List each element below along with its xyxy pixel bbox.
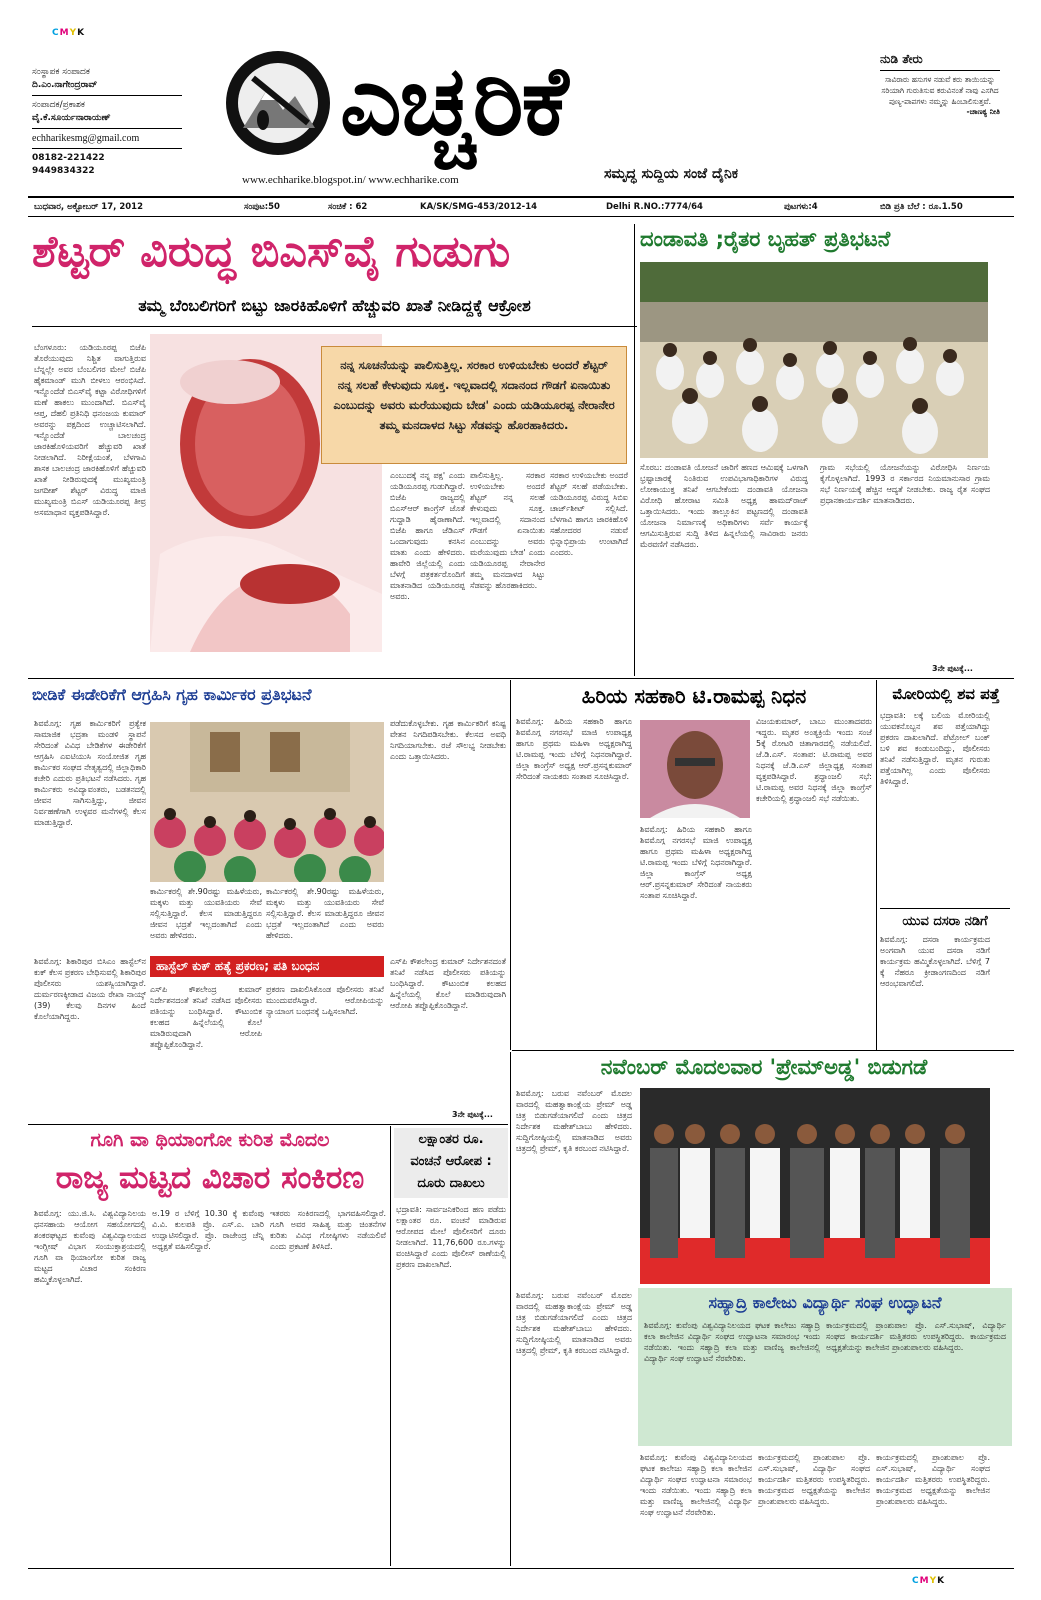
prem-body: ಶಿವಮೊಗ್ಗ: ಬರುವ ನವೆಂಬರ್ ಮೊದಲ ವಾರದಲ್ಲಿ ಮಹತ್ವಾಕಾಂಕ್ಷೆಯ ಪ್ರೇಮ್ ಅಡ್ಡ ಚಿತ್ರ ಬಿಡುಗಡೆಯಾಗಲಿದೆ ಎಂದು ಚಿತ್ರದ ನಿರ್ದೇಶಕ ಮಹೇಶ್‌ಬಾಬು ಹೇಳಿದರು. ಸುದ್ದಿಗೋಷ್ಠಿಯಲ್ಲಿ ಮಾತನಾಡಿದ ಅವರು ಚಿತ್ರದಲ್ಲಿ ಪ್ರೇಮ್, ಕೃತಿ ಕರಬಂದ ನಟಿಸಿದ್ದಾರೆ. bbox=[516, 1089, 632, 1153]
gugi-kicker: ಗೂಗಿ ವಾ ಥಿಯಾಂಗೋ ಕುರಿತ ಮೊದಲ bbox=[90, 1129, 330, 1151]
sahyadri-col-2: ಕಾರ್ಯಕ್ರಮದಲ್ಲಿ ಪ್ರಾಂಶುಪಾಲ ಪ್ರೊ. ಎಸ್.ಸುಭಾಷ್, ವಿದ್ಯಾರ್ಥಿ ಸಂಘದ ಕಾರ್ಯದರ್ಶಿ ಮತ್ತಿತರರು ಉಪಸ್ಥಿತರಿದ್ದರು. ಕಾರ್ಯಕ್ರಮದ ಅಧ್ಯಕ್ಷತೆಯನ್ನು ಕಾಲೇಜಿನ ಪ್ರಾಂಶುಪಾಲರು ವಹಿಸಿದ್ದರು. bbox=[826, 1321, 1006, 1352]
hostel-col-3: ಪ್ರಕರಣ ದಾಖಲಿಸಿಕೊಂಡ ಪೊಲೀಸರು ತನಿಖೆ ಮುಂದುವರೆಸಿದ್ದಾರೆ. ಆರೋಪಿಯನ್ನು ನ್ಯಾಯಾಂಗ ಬಂಧನಕ್ಕೆ ಒಪ್ಪಿಸಲಾಗಿದೆ. bbox=[266, 985, 384, 1016]
dandavati-continued: 3ನೇ ಪುಟಕ್ಕೆ... bbox=[932, 664, 973, 673]
masthead-credits bbox=[32, 66, 182, 178]
hostel-col-2: ಎಸ್‌ಪಿ ಕೌಶಲೇಂದ್ರ ಕುಮಾರ್ ನಿರ್ದೇಶನದಂತೆ ತನಿಖೆ ನಡೆಸಿದ ಪೊಲೀಸರು ಪತಿಯನ್ನು ಬಂಧಿಸಿದ್ದಾರೆ. ಕೌಟುಂಬಿಕ ಕಲಹದ ಹಿನ್ನೆಲೆಯಲ್ಲಿ ಕೊಲೆ ಮಾಡಿರುವುದಾಗಿ ಆರೋಪಿ ತಪ್ಪೊಪ್ಪಿಕೊಂಡಿದ್ದಾನೆ. bbox=[150, 985, 262, 1049]
gugi-col-2: ಅ.19 ರ ಬೆಳಿಗ್ಗೆ 10.30 ಕ್ಕೆ ಕುವೆಂಪು ವಿ.ವಿ. ಕುಲಪತಿ ಪ್ರೊ. ಎಸ್.ಎ. ಬಾರಿ ಉದ್ಘಾಟಿಸಲಿದ್ದಾರೆ. ಪ್ರೊ. ರಾಜೇಂದ್ರ ಚೆನ್ನಿ ಅಧ್ಯಕ್ಷತೆ ವಹಿಸಲಿದ್ದಾರೆ. bbox=[152, 1209, 264, 1251]
morey-rule bbox=[880, 908, 1010, 909]
quote-title: ನುಡಿ ತೇರು bbox=[880, 52, 923, 66]
vrule-1 bbox=[634, 224, 635, 676]
tagline: ಸಮೃದ್ಧ ಸುದ್ದಿಯ ಸಂಜೆ ದೈನಿಕ bbox=[604, 166, 739, 182]
date: ಬುಧವಾರ, ಅಕ್ಟೋಬರ್ 17, 2012 bbox=[34, 202, 143, 212]
registration: KA/SK/SMG-453/2012-14 bbox=[420, 202, 538, 212]
vrule-4 bbox=[390, 1126, 391, 1566]
lead-col-2: ಎಂಬುದಕ್ಕೆ ನನ್ನ ಪಕ್ಷ' ಎಂದು ಯಡಿಯೂರಪ್ಪ ಗುಡುಗಿದ್ದಾರೆ. ಬಿಜೆಪಿ ರಾಜ್ಯದಲ್ಲಿ ಬಿಎಸ್‌ಆರ್ ಕಾಂಗ್ರೆಸ್ ಜೊತೆ ಗುದ್ದಾಡಿ ಹೈರಾಣಾಗಿದೆ. ಬಿಜೆಪಿ ಹಾಗೂ ಜೆಡಿಎಸ್ ಒಂದಾಗುವುದು ಕನಸಿನ ಮಾತು ಎಂದು ಹೇಳಿದರು. ಹಾವೇರಿ ಜಿಲ್ಲೆಯಲ್ಲಿ ಎಂದು ಬೆಳಗ್ಗೆ ಪತ್ರಕರ್ತರೊಂದಿಗೆ ಮಾತನಾಡಿದ ಯಡಿಯೂರಪ್ಪ ಅವರು. bbox=[390, 471, 465, 601]
lakshantara-body: ಭದ್ರಾವತಿ: ಸಾರ್ವಜನಿಕರಿಂದ ಹಣ ಪಡೆದು ಲಕ್ಷಾಂತರ ರೂ. ವಂಚನೆ ಮಾಡಿರುವ ಆರೋಪದ ಮೇಲೆ ಪೊಲೀಸರಿಗೆ ದೂರು ನೀಡಲಾಗಿದೆ. 11,76,600 ರೂ.ಗಳನ್ನು ವಂಚಿಸಿದ್ದಾರೆ ಎಂದು ಪೊಲೀಸ್ ಠಾಣೆಯಲ್ಲಿ ಪ್ರಕರಣ ದಾಖಲಾಗಿದೆ. bbox=[396, 1205, 506, 1269]
prem-body-2: ಶಿವಮೊಗ್ಗ: ಬರುವ ನವೆಂಬರ್ ಮೊದಲ ವಾರದಲ್ಲಿ ಮಹತ್ವಾಕಾಂಕ್ಷೆಯ ಪ್ರೇಮ್ ಅಡ್ಡ ಚಿತ್ರ ಬಿಡುಗಡೆಯಾಗಲಿದೆ ಎಂದು ಚಿತ್ರದ ನಿರ್ದೇಶಕ ಮಹೇಶ್‌ಬಾಬು ಹೇಳಿದರು. ಸುದ್ದಿಗೋಷ್ಠಿಯಲ್ಲಿ ಮಾತನಾಡಿದ ಅವರು ಚಿತ್ರದಲ್ಲಿ ಪ್ರೇಮ್, ಕೃತಿ ಕರಬಂದ ನಟಿಸಿದ್ದಾರೆ. bbox=[516, 1291, 632, 1355]
beedi-headline: ಬೀಡಿಕೆ ಈಡೇರಿಕೆಗೆ ಆಗ್ರಹಿಸಿ ಗೃಹ ಕಾರ್ಮಿಕರ ಪ್ರತಿಭಟನೆ bbox=[32, 685, 312, 704]
beedi-col-2b: ಕಾರ್ಮಿಕರಲ್ಲಿ ಶೇ.90ರಷ್ಟು ಮಹಿಳೆಯರು, ಮಕ್ಕಳು ಮತ್ತು ಯುವತಿಯರು ಸೇವೆ ಸಲ್ಲಿಸುತ್ತಿದ್ದಾರೆ. ಕೆಲಸ ಮಾಡುತ್ತಿದ್ದರೂ ಜೀವನ ಭದ್ರತೆ ಇಲ್ಲದಂತಾಗಿದೆ ಎಂದು ಅವರು ಹೇಳಿದರು. bbox=[266, 887, 384, 940]
dandavati-headline: ದಂಡಾವತಿ ;ರೈತರ ಬೃಹತ್ ಪ್ರತಿಭಟನೆ bbox=[640, 227, 891, 251]
ramappa-col-3: ವಿಜಯಕುಮಾರ್, ಬಾಬು ಮುಂತಾದವರು ಇದ್ದರು. ಮೃತರ ಅಂತ್ಯಕ್ರಿಯೆ ಇಂದು ಸಂಜೆ 5ಕ್ಕೆ ರೋಟರಿ ಚಿತಾಗಾರದಲ್ಲಿ ನಡೆಯಲಿದೆ. ಜೆ.ಡಿ.ಎಸ್. ಸಂತಾಪ: ಟಿ.ರಾಮಪ್ಪ ಅವರ ನಿಧನಕ್ಕೆ ಜೆ.ಡಿ.ಎಸ್ ಜಿಲ್ಲಾಧ್ಯಕ್ಷ ಸಂತಾಪ ವ್ಯಕ್ತಪಡಿಸಿದ್ದಾರೆ. ಶ್ರದ್ಧಾಂಜಲಿ ಸಭೆ: ಟಿ.ರಾಮಪ್ಪ ಅವರ ನಿಧನಕ್ಕೆ ಜಿಲ್ಲಾ ಕಾಂಗ್ರೆಸ್ ಕಚೇರಿಯಲ್ಲಿ ಶ್ರದ್ಧಾಂಜಲಿ ಸಭೆ ನಡೆಯಿತು. bbox=[756, 717, 872, 803]
email: echharikesmg@gmail.com bbox=[32, 133, 140, 144]
lead-col-1: ಬೆಂಗಳೂರು: ಯಡಿಯೂರಪ್ಪ ಬಿಜೆಪಿ ತೊರೆಯುವುದು ನಿಶ್ಚಿತ ವಾಗುತ್ತಿರುವ ಬೆನ್ನಲ್ಲೇ ಅವರ ಬೆಂಬಲಿಗರ ಮೇಲೆ ಬಿಜೆಪಿ ಹೈಕಮಾಂಡ್ ಮುಗಿ ಬೀಳಲು ಆರಂಭಿಸಿದೆ. ಇನ್ನೊಂದೆಡೆ ಬಿಎಸ್‌ವೈ ಕಟ್ಟಾ ವಿರೋಧಿಗಳಿಗೆ ಮಣೆ ಹಾಕಲು ಮುಂದಾಗಿದೆ. ಬಿಎಸ್‌ವೈ ಆಪ್ತ, ದೆಹಲಿ ಪ್ರತಿನಿಧಿ ಧನಂಜಯ ಕುಮಾರ್ ಅವರನ್ನು ಪಕ್ಷದಿಂದ ಉಚ್ಚಾಟಿಸಲಾಗಿದೆ. ಇನ್ನೊಂದೆಡೆ ಬಾಲಚಂದ್ರ ಜಾರಕಿಹೊಳಿಯವರಿಗೆ ಹೆಚ್ಚುವರಿ ಖಾತೆ ನೀಡಲಾಗಿದೆ. ನಿರೀಕ್ಷೆಯಂತೆ, ಬೆಳಗಾವಿ ಶಾಸಕ ಬಾಲಚಂದ್ರ ಜಾರಕಿಹೊಳಿಗೆ ಹೆಚ್ಚುವರಿ ಖಾತೆ ನೀಡಿರುವುದಕ್ಕೆ ಮುಖ್ಯಮಂತ್ರಿ ಜಗದೀಶ್ ಶೆಟ್ಟರ್ ವಿರುದ್ಧ ಮಾಜಿ ಮುಖ್ಯಮಂತ್ರಿ ಬಿಎಸ್ ಯಡಿಯೂರಪ್ಪ ತೀವ್ರ ಅಸಮಾಧಾನ ವ್ಯಕ್ತಪಡಿಸಿದ್ದಾರೆ. bbox=[34, 343, 146, 517]
hrule-3 bbox=[28, 1124, 508, 1125]
website: www.echharike.blogspot.in/ www.echharike.com bbox=[242, 174, 459, 186]
vrule-3 bbox=[876, 680, 877, 1050]
ramappa-col-2: ಶಿವಮೊಗ್ಗ: ಹಿರಿಯ ಸಹಕಾರಿ ಹಾಗೂ ಶಿವಮೊಗ್ಗ ನಗರಸಭೆ ಮಾಜಿ ಉಪಾಧ್ಯಕ್ಷ ಹಾಗೂ ಪ್ರಥಮ ಮಹಿಳಾ ಅಧ್ಯಕ್ಷರಾಗಿದ್ದ ಟಿ.ರಾಮಪ್ಪ ಇಂದು ಬೆಳಿಗ್ಗೆ ನಿಧನರಾಗಿದ್ದಾರೆ. ಜಿಲ್ಲಾ ಕಾಂಗ್ರೆಸ್ ಅಧ್ಯಕ್ಷ ಆರ್.ಪ್ರಸನ್ನಕುಮಾರ್ ಸೇರಿದಂತೆ ನಾಯಕರು ಸಂತಾಪ ಸೂಚಿಸಿದ್ದಾರೆ. bbox=[640, 825, 752, 900]
dandavati-col-1: ಸೊರಬ: ದಂಡಾವತಿ ಯೋಜನೆ ಜಾರಿಗೆ ಹಣದ ಆಮಿಷಕ್ಕೆ ಒಳಗಾಗಿ ಭ್ರಷ್ಟಾಚಾರಕ್ಕೆ ನಿಂತಿರುವ ಉಪವಿಭಾಗಾಧಿಕಾರಿಗಳ ವಿರುದ್ಧ ಲೋಕಾಯುಕ್ತ ತನಿಖೆ ಆಗಬೇಕೆಂದು ದಂಡಾವತಿ ಯೋಜನಾ ವಿರೋಧಿ ಹೋರಾಟ ಸಮಿತಿ ಅಧ್ಯಕ್ಷ ಹಾಮದ್‌ರಾಜ್ ಒತ್ತಾಯಿಸಿದರು. ಇಂದು ತಾಲ್ಲೂಕಿನ ಪಟ್ಟಣದಲ್ಲಿ ದಂಡಾವತಿ ಯೋಜನಾ ನಿರ್ಮಾಣಕ್ಕೆ ಅಧಿಕಾರಿಗಳು ಸರ್ವೆ ಕಾರ್ಯಕ್ಕೆ ಆಗಮಿಸುತ್ತಿರುವ ಸುದ್ದಿ ತಿಳಿದ ಹಿನ್ನಲೆಯಲ್ಲಿ ಸಾವಿರಾರು ಜನರು ಮೆರವಣಿಗೆ ನಡೆಸಿದರು. bbox=[640, 463, 808, 549]
morey-headline: ಮೋರಿಯಲ್ಲಿ ಶವ ಪತ್ತೆ bbox=[892, 685, 1000, 703]
daily-quote bbox=[880, 52, 1000, 117]
prem-headline: ನವೆಂಬರ್ ಮೊದಲವಾರ 'ಪ್ರೇಮ್‌ಅಡ್ಡ' ಬಿಡುಗಡೆ bbox=[600, 1055, 928, 1079]
editor-name: ವೈ.ಕೆ.ಸೂರ್ಯನಾರಾಯಣ್ bbox=[32, 113, 111, 123]
masthead-logo bbox=[223, 48, 333, 158]
vrule-2 bbox=[510, 680, 511, 1050]
hostel-continued: 3ನೇ ಪುಟಕ್ಕೆ... bbox=[452, 1110, 493, 1119]
price: ಬಿಡಿ ಪ್ರತಿ ಬೆಲೆ : ರೂ.1.50 bbox=[880, 202, 963, 212]
datebar-rule-bottom bbox=[28, 216, 1014, 217]
hostel-headline: ಹಾಸ್ಟೆಲ್ ಕುಕ್ ಹತ್ಯೆ ಪ್ರಕರಣ; ಪತಿ ಬಂಧನ bbox=[150, 956, 384, 977]
lead-subhead: ತಮ್ಮ ಬೆಂಬಲಿಗರಿಗೆ ಬಿಟ್ಟು ಜಾರಕಿಹೊಳಿಗೆ ಹೆಚ್ಚುವರಿ ಖಾತೆ ನೀಡಿದ್ದಕ್ಕೆ ಆಕ್ರೋಶ bbox=[138, 296, 531, 315]
beedi-col-1: ಶಿವಮೊಗ್ಗ: ಗೃಹ ಕಾರ್ಮಿಕರಿಗೆ ಪ್ರತ್ಯೇಕ ಸಾಮಾಜಿಕ ಭದ್ರತಾ ಮಂಡಳಿ ಸ್ಥಾಪನೆ ಸೇರಿದಂತೆ ವಿವಿಧ ಬೇಡಿಕೆಗಳ ಈಡೇರಿಕೆಗೆ ಆಗ್ರಹಿಸಿ ಎಐಟಿಯುಸಿ ಸಂಯೋಜಿತ ಗೃಹ ಕಾರ್ಮಿಕರ ಸಂಘದ ನೇತೃತ್ವದಲ್ಲಿ ಜಿಲ್ಲಾಧಿಕಾರಿ ಕಚೇರಿ ಎದುರು ಪ್ರತಿಭಟನೆ ನಡೆಸಿದರು. ಗೃಹ ಕಾರ್ಮಿಕರು ಅವಿದ್ಯಾವಂತರು, ಬಡತನದಲ್ಲಿ ಜೀವನ ಸಾಗಿಸುತ್ತಿದ್ದು, ಜೀವನ ನಿರ್ವಹಣೆಗಾಗಿ ಉಳ್ಳವರ ಮನೆಗಳಲ್ಲಿ ಕೆಲಸ ಮಾಡುತ್ತಿದ್ದಾರೆ. bbox=[34, 719, 146, 827]
gugi-headline: ರಾಜ್ಯ ಮಟ್ಟದ ವಿಚಾರ ಸಂಕಿರಣ bbox=[55, 1160, 365, 1196]
lakshantara-title-3: ದೂರು ದಾಖಲು bbox=[417, 1176, 485, 1191]
lakshantara-title-1: ಲಕ್ಷಾಂತರ ರೂ. bbox=[418, 1132, 484, 1147]
ramappa-headline: ಹಿರಿಯ ಸಹಕಾರಿ ಟಿ.ರಾಮಪ್ಪ ನಿಧನ bbox=[581, 684, 807, 708]
lead-col-3: ಪಾಲಿಸುತ್ತಿಲ್ಲ. ಸರಕಾರ ಉಳಿಯಬೇಕು ಅಂದರೆ ಶೆಟ್ಟರ್ ನನ್ನ ಸಲಹೆ ಕೇಳುವುದು ಸೂಕ್ತ. ಇಲ್ಲವಾದಲ್ಲಿ ಸದಾನಂದ ಗೌಡಗೆ ಏನಾಯಿತು ಎಂಬುದನ್ನು ಅವರು ಮರೆಯುವುದು ಬೇಡ' ಎಂದು ಯಡಿಯೂರಪ್ಪ ನೇರಾನೇರ ತಮ್ಮ ಮನದಾಳದ ಸಿಟ್ಟು ಸೆಡವನ್ನು ಹೊರಹಾಕಿದರು. bbox=[470, 471, 545, 590]
bottom-rule bbox=[28, 1568, 1014, 1569]
sahyadri-col-4: ಕಾರ್ಯಕ್ರಮದಲ್ಲಿ ಪ್ರಾಂಶುಪಾಲ ಪ್ರೊ. ಎಸ್.ಸುಭಾಷ್, ವಿದ್ಯಾರ್ಥಿ ಸಂಘದ ಕಾರ್ಯದರ್ಶಿ ಮತ್ತಿತರರು ಉಪಸ್ಥಿತರಿದ್ದರು. ಕಾರ್ಯಕ್ರಮದ ಅಧ್ಯಕ್ಷತೆಯನ್ನು ಕಾಲೇಜಿನ ಪ್ರಾಂಶುಪಾಲರು ವಹಿಸಿದ್ದರು. bbox=[758, 1453, 870, 1506]
sahyadri-col-5: ಕಾರ್ಯಕ್ರಮದಲ್ಲಿ ಪ್ರಾಂಶುಪಾಲ ಪ್ರೊ. ಎಸ್.ಸುಭಾಷ್, ವಿದ್ಯಾರ್ಥಿ ಸಂಘದ ಕಾರ್ಯದರ್ಶಿ ಮತ್ತಿತರರು ಉಪಸ್ಥಿತರಿದ್ದರು. ಕಾರ್ಯಕ್ರಮದ ಅಧ್ಯಕ್ಷತೆಯನ್ನು ಕಾಲೇಜಿನ ಪ್ರಾಂಶುಪಾಲರು ವಹಿಸಿದ್ದರು. bbox=[876, 1453, 990, 1506]
hrule-2 bbox=[512, 1050, 1014, 1051]
beedi-photo bbox=[150, 722, 384, 882]
quote-author: -ಚಾಣಕ್ಯ ನೀತಿ bbox=[966, 107, 1000, 116]
editor-label: ಸಂಪಾದಕ/ಪ್ರಕಾಶಕ bbox=[32, 100, 85, 110]
sahyadri-headline: ಸಹ್ಯಾದ್ರಿ ಕಾಲೇಜು ವಿದ್ಯಾರ್ಥಿ ಸಂಘ ಉದ್ಘಾಟನೆ bbox=[708, 1293, 942, 1312]
beedi-col-2: ಕಾರ್ಮಿಕರಲ್ಲಿ ಶೇ.90ರಷ್ಟು ಮಹಿಳೆಯರು, ಮಕ್ಕಳು ಮತ್ತು ಯುವತಿಯರು ಸೇವೆ ಸಲ್ಲಿಸುತ್ತಿದ್ದಾರೆ. ಕೆಲಸ ಮಾಡುತ್ತಿದ್ದರೂ ಜೀವನ ಭದ್ರತೆ ಇಲ್ಲದಂತಾಗಿದೆ ಎಂದು ಅವರು ಹೇಳಿದರು. bbox=[150, 887, 262, 940]
ramappa-photo bbox=[640, 720, 750, 818]
masthead-title: ಎಚ್ಚರಿಕೆ bbox=[340, 45, 567, 157]
lakshantara-title-2: ವಂಚನೆ ಆರೋಪ : bbox=[410, 1154, 492, 1169]
lead-rule bbox=[32, 326, 637, 327]
prem-photo bbox=[640, 1088, 990, 1284]
hrule-1 bbox=[28, 678, 1014, 679]
dandavati-photo bbox=[640, 262, 988, 458]
hostel-col-4: ಎಸ್‌ಪಿ ಕೌಶಲೇಂದ್ರ ಕುಮಾರ್ ನಿರ್ದೇಶನದಂತೆ ತನಿಖೆ ನಡೆಸಿದ ಪೊಲೀಸರು ಪತಿಯನ್ನು ಬಂಧಿಸಿದ್ದಾರೆ. ಕೌಟುಂಬಿಕ ಕಲಹದ ಹಿನ್ನೆಲೆಯಲ್ಲಿ ಕೊಲೆ ಮಾಡಿರುವುದಾಗಿ ಆರೋಪಿ ತಪ್ಪೊಪ್ಪಿಕೊಂಡಿದ್ದಾನೆ. bbox=[390, 957, 506, 1010]
delhi-reg: Delhi R.NO.:7774/64 bbox=[606, 202, 703, 212]
pages: ಪುಟಗಳು:4 bbox=[784, 202, 818, 212]
lead-col-4: ಸರಕಾರ ಉಳಿಯಬೇಕು ಅಂದರೆ ಶೆಟ್ಟರ್ ಸಲಹೆ ಪಡೆಯಬೇಕು. ಯಡಿಯೂರಪ್ಪ ವಿರುದ್ಧ ಸಿಬಿಐ ಚಾರ್ಜ್‌ಶೀಟ್ ಸಲ್ಲಿಸಿದೆ. ಬೆಳಗಾವಿ ಹಾಗೂ ಜಾರಕಿಹೊಳಿ ಸಹೋದರರ ನಡುವೆ ಭಿನ್ನಾಭಿಪ್ರಾಯ ಉಂಟಾಗಿದೆ ಎಂದರು. bbox=[550, 471, 628, 557]
morey-body: ಭದ್ರಾವತಿ: ಲಕ್ಕೆ ಬಲಿಯ ಮೋರಿಯಲ್ಲಿ ಯುವಕನೊಬ್ಬನ ಶವ ಪತ್ತೆಯಾಗಿದ್ದು ಪ್ರಕರಣ ದಾಖಲಾಗಿದೆ. ಪೆಟ್ರೋಲ್ ಬಂಕ್ ಬಳಿ ಶವ ಕಂಡುಬಂದಿದ್ದು, ಪೊಲೀಸರು ತನಿಖೆ ನಡೆಸುತ್ತಿದ್ದಾರೆ. ಮೃತನ ಗುರುತು ಪತ್ತೆಯಾಗಿಲ್ಲ ಎಂದು ಪೊಲೀಸರು ತಿಳಿಸಿದ್ದಾರೆ. bbox=[880, 711, 990, 786]
quote-text: ಸಾವಿರಾರು ಹಸುಗಳ ನಡುವೆ ಕರು ತಾಯಿಯನ್ನು ಸರಿಯಾಗಿ ಗುರುತಿಸುವ ಕರುವಿನಂತೆ ನಾವು ಎಸಗಿದ ಪುಣ್ಯ-ಪಾಪಗಳು ನಮ್ಮನ್ನು ಹಿಂಬಾಲಿಸುತ್ತವೆ. bbox=[881, 75, 999, 106]
dasara-headline: ಯುವ ದಸರಾ ನಡಿಗೆ bbox=[902, 914, 988, 929]
founder-name: ದಿ.ಎಂ.ನಾಗೇಂದ್ರರಾವ್ bbox=[32, 80, 98, 90]
sahyadri-col-3: ಶಿವಮೊಗ್ಗ: ಕುವೆಂಪು ವಿಶ್ವವಿದ್ಯಾನಿಲಯದ ಘಟಕ ಕಾಲೇಜು ಸಹ್ಯಾದ್ರಿ ಕಲಾ ಕಾಲೇಜಿನ ವಿದ್ಯಾರ್ಥಿ ಸಂಘದ ಉದ್ಘಾಟನಾ ಸಮಾರಂಭ ಇಂದು ನಡೆಯಿತು. ಇಂದು ಸಹ್ಯಾದ್ರಿ ಕಲಾ ಮತ್ತು ವಾಣಿಜ್ಯ ಕಾಲೇಜಿನಲ್ಲಿ ವಿದ್ಯಾರ್ಥಿ ಸಂಘ ಉದ್ಘಾಟನೆ ನೆರವೇರಿತು. bbox=[640, 1453, 752, 1517]
sahyadri-col-1: ಶಿವಮೊಗ್ಗ: ಕುವೆಂಪು ವಿಶ್ವವಿದ್ಯಾನಿಲಯದ ಘಟಕ ಕಾಲೇಜು ಸಹ್ಯಾದ್ರಿ ಕಲಾ ಕಾಲೇಜಿನ ವಿದ್ಯಾರ್ಥಿ ಸಂಘದ ಉದ್ಘಾಟನಾ ಸಮಾರಂಭ ಇಂದು ನಡೆಯಿತು. ಇಂದು ಸಹ್ಯಾದ್ರಿ ಕಲಾ ಮತ್ತು ವಾಣಿಜ್ಯ ಕಾಲೇಜಿನಲ್ಲಿ ವಿದ್ಯಾರ್ಥಿ ಸಂಘ ಉದ್ಘಾಟನೆ ನೆರವೇರಿತು. bbox=[644, 1321, 820, 1363]
phone-2: 9449834322 bbox=[32, 166, 95, 176]
hostel-col-1: ಶಿವಮೊಗ್ಗ: ಶಿಕಾರಿಪುರ ಬಿಸಿಎಂ ಹಾಸ್ಟೆಲ್‌ನ ಕುಕ್ ಕೆಲಸ ಪ್ರಕರಣ ಬೇಧಿಸುವಲ್ಲಿ ಶಿಕಾರಿಪುರ ಪೊಲೀಸರು ಯಶಸ್ವಿಯಾಗಿದ್ದಾರೆ. ದುರ್ಮರಣಕ್ಕೀಡಾದ ವಿಜಯ ರೇಖಾ ನಾಯ್ಕ್ (39) ಕೆಲವು ದಿನಗಳ ಹಿಂದೆ ಕೊಲೆಯಾಗಿದ್ದರು. bbox=[34, 957, 146, 1021]
beedi-col-3: ಪಡೆದುಕೊಳ್ಳಬೇಕು. ಗೃಹ ಕಾರ್ಮಿಕರಿಗೆ ಕನಿಷ್ಟ ವೇತನ ನಿಗದಿಪಡಿಸಬೇಕು. ಕೆಲಸದ ಅವಧಿ ನಿಗದಿಯಾಗಬೇಕು. ರಜೆ ಸೌಲಭ್ಯ ನೀಡಬೇಕು ಎಂದು ಒತ್ತಾಯಿಸಿದರು. bbox=[390, 719, 506, 761]
gugi-col-3: ಇತರರು ಸಂಕಿರಣದಲ್ಲಿ ಭಾಗವಹಿಸಲಿದ್ದಾರೆ. ಗೂಗಿ ಅವರ ಸಾಹಿತ್ಯ ಮತ್ತು ಚಿಂತನೆಗಳ ಕುರಿತು ವಿವಿಧ ಗೋಷ್ಠಿಗಳು ನಡೆಯಲಿವೆ ಎಂದು ಪ್ರಕಟಣೆ ತಿಳಿಸಿದೆ. bbox=[270, 1209, 386, 1251]
phone-1: 08182-221422 bbox=[32, 153, 105, 163]
cmyk-mark-bottom: CMYK bbox=[912, 1576, 946, 1586]
issue: ಸಂಚಿಕೆ : 62 bbox=[328, 202, 368, 212]
lead-headline: ಶೆಟ್ಟರ್ ವಿರುದ್ಧ ಬಿಎಸ್‌ವೈ ಗುಡುಗು bbox=[32, 227, 511, 277]
dasara-body: ಶಿವಮೊಗ್ಗ: ದಸರಾ ಕಾರ್ಯಕ್ರಮದ ಅಂಗವಾಗಿ ಯುವ ದಸರಾ ನಡಿಗೆ ಕಾರ್ಯಕ್ರಮ ಹಮ್ಮಿಕೊಳ್ಳಲಾಗಿದೆ. ಬೆಳಿಗ್ಗೆ 7 ಕ್ಕೆ ನೆಹರೂ ಕ್ರೀಡಾಂಗಣದಿಂದ ನಡಿಗೆ ಆರಂಭವಾಗಲಿದೆ. bbox=[880, 935, 990, 988]
founder-label: ಸಂಸ್ಥಾಪಕ ಸಂಪಾದಕ bbox=[32, 67, 90, 77]
cmyk-mark-top: CMYK bbox=[52, 28, 86, 38]
datebar-rule-top bbox=[28, 196, 1014, 198]
lead-quote-box: ನನ್ನ ಸೂಚನೆಯನ್ನು ಪಾಲಿಸುತ್ತಿಲ್ಲ. ಸರಕಾರ ಉಳಿಯಬೇಕು ಅಂದರೆ ಶೆಟ್ಟರ್ ನನ್ನ ಸಲಹೆ ಕೇಳುವುದು ಸೂಕ್ತ. ಇಲ್ಲವಾದಲ್ಲಿ ಸದಾನಂದ ಗೌಡಗೆ ಏನಾಯಿತು ಎಂಬುದನ್ನು ಅವರು ಮರೆಯುವುದು ಬೇಡ' ಎಂದು ಯಡಿಯೂರಪ್ಪ ನೇರಾನೇರ ತಮ್ಮ ಮನದಾಳದ ಸಿಟ್ಟು ಸೆಡವನ್ನು ಹೊರಹಾಕಿದರು. bbox=[321, 346, 627, 464]
gugi-col-1: ಶಿವಮೊಗ್ಗ: ಯು.ಜಿ.ಸಿ. ವಿಶ್ವವಿದ್ಯಾನಿಲಯ ಧನಸಹಾಯ ಆಯೋಗ ಸಹಯೋಗದಲ್ಲಿ ಶಂಕರಘಟ್ಟದ ಕುವೆಂಪು ವಿಶ್ವವಿದ್ಯಾಲಯದ ಇಂಗ್ಲೀಷ್ ವಿಭಾಗ ಸಂಯುಕ್ತಾಶ್ರಯದಲ್ಲಿ ಗೂಗಿ ವಾ ಥಿಯಾಂಗೋ ಕುರಿತ ರಾಜ್ಯ ಮಟ್ಟದ ವಿಚಾರ ಸಂಕಿರಣ ಹಮ್ಮಿಕೊಳ್ಳಲಾಗಿದೆ. bbox=[34, 1209, 146, 1284]
volume: ಸಂಪುಟ:50 bbox=[244, 202, 280, 212]
ramappa-col-1: ಶಿವಮೊಗ್ಗ: ಹಿರಿಯ ಸಹಕಾರಿ ಹಾಗೂ ಶಿವಮೊಗ್ಗ ನಗರಸಭೆ ಮಾಜಿ ಉಪಾಧ್ಯಕ್ಷ ಹಾಗೂ ಪ್ರಥಮ ಮಹಿಳಾ ಅಧ್ಯಕ್ಷರಾಗಿದ್ದ ಟಿ.ರಾಮಪ್ಪ ಇಂದು ಬೆಳಿಗ್ಗೆ ನಿಧನರಾಗಿದ್ದಾರೆ. ಜಿಲ್ಲಾ ಕಾಂಗ್ರೆಸ್ ಅಧ್ಯಕ್ಷ ಆರ್.ಪ್ರಸನ್ನಕುಮಾರ್ ಸೇರಿದಂತೆ ನಾಯಕರು ಸಂತಾಪ ಸೂಚಿಸಿದ್ದಾರೆ. bbox=[516, 717, 632, 781]
vrule-5 bbox=[510, 1052, 511, 1566]
dandavati-col-2: ಗ್ರಾಮ ಸಭೆಯಲ್ಲಿ ಯೋಜನೆಯನ್ನು ವಿರೋಧಿಸಿ ನಿರ್ಣಯ ಕೈಗೊಳ್ಳಲಾಗಿದೆ. 1993 ರ ಸರ್ಕಾರದ ನಿಯಮಾನುಸಾರ ಗ್ರಾಮ ಸಭೆ ನಿರ್ಣಯಕ್ಕೆ ಹೆಚ್ಚಿನ ಆದ್ಯತೆ ನೀಡಬೇಕು. ರಾಜ್ಯ ರೈತ ಸಂಘದ ಪ್ರಧಾನಕಾರ್ಯದರ್ಶಿ ಮಾತನಾಡಿದರು. bbox=[820, 463, 990, 505]
